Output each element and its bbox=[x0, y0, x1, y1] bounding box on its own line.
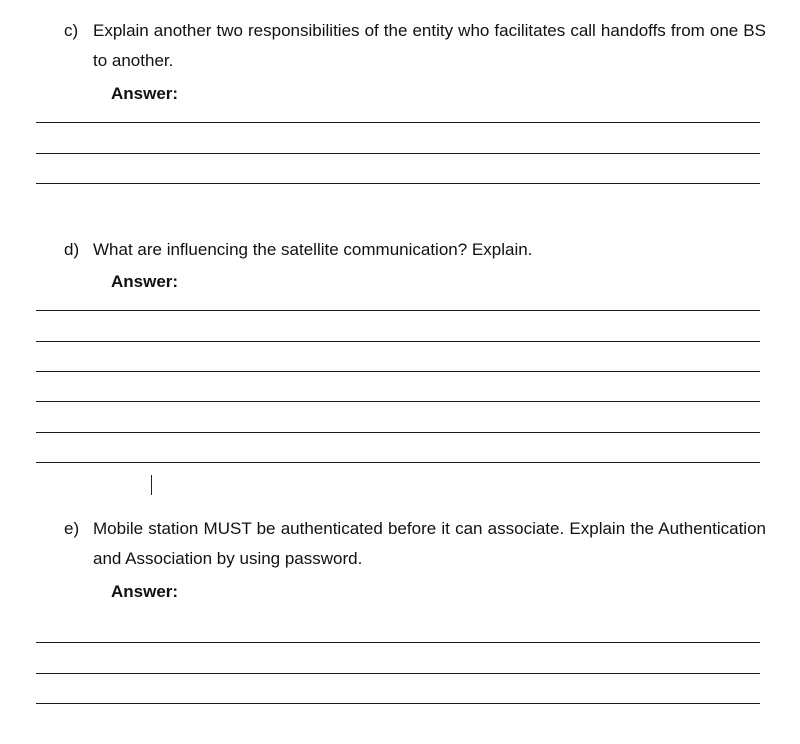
question-c-text: Explain another two responsibilities of the entity who facilitates call handoffs from one BS to another. bbox=[93, 21, 766, 70]
answer-line-c-1[interactable] bbox=[36, 122, 760, 123]
question-c-label: c) bbox=[64, 21, 79, 40]
question-d-text: What are influencing the satellite communication? Explain. bbox=[93, 240, 533, 259]
answer-label-e: Answer: bbox=[111, 582, 179, 601]
answer-label-c: Answer: bbox=[111, 84, 179, 103]
answer-line-d-3[interactable] bbox=[36, 371, 760, 372]
answer-line-d-4[interactable] bbox=[36, 401, 760, 402]
answer-line-d-5[interactable] bbox=[36, 432, 760, 433]
answer-label-d: Answer: bbox=[111, 272, 179, 291]
answer-line-e-1[interactable] bbox=[36, 642, 760, 643]
question-e-text: Mobile station MUST be authenticated before it can associate. Explain the Authentication and Association by using password. bbox=[93, 519, 766, 568]
question-c bbox=[64, 16, 766, 76]
answer-line-d-2[interactable] bbox=[36, 341, 760, 342]
question-e bbox=[64, 514, 766, 574]
question-e-label: e) bbox=[64, 519, 80, 538]
answer-line-d-6[interactable] bbox=[36, 462, 760, 463]
text-cursor bbox=[151, 475, 152, 495]
question-d-label: d) bbox=[64, 240, 80, 259]
answer-line-e-3[interactable] bbox=[36, 703, 760, 704]
answer-line-e-2[interactable] bbox=[36, 673, 760, 674]
answer-line-d-1[interactable] bbox=[36, 310, 760, 311]
question-d bbox=[64, 235, 766, 265]
answer-line-c-3[interactable] bbox=[36, 183, 760, 184]
answer-line-c-2[interactable] bbox=[36, 153, 760, 154]
